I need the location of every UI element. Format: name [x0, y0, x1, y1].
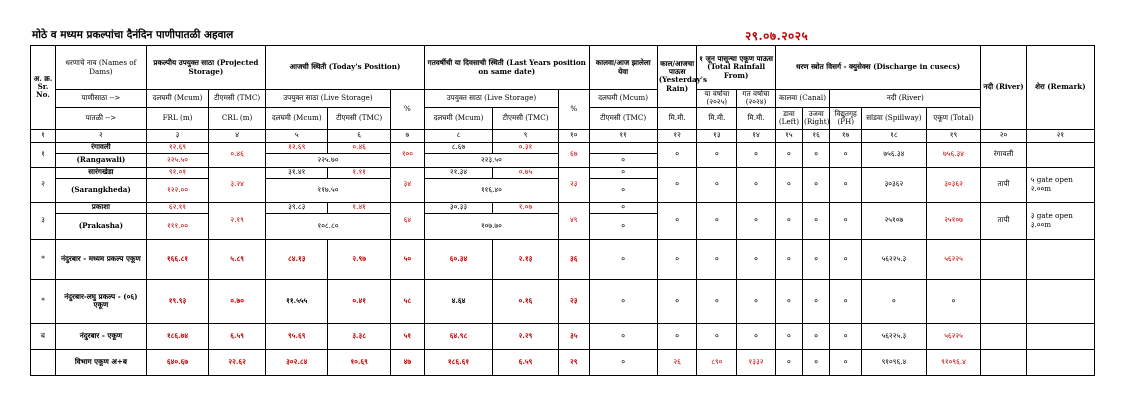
ly-level: १०७.७० — [424, 213, 558, 239]
powerhouse: ० — [830, 279, 862, 323]
crl-tmc: ०.४६ — [209, 142, 266, 167]
frl-gross: १२.६९ — [146, 142, 208, 153]
header-rain-last-mm: मि.मी. — [737, 107, 776, 129]
today-pct: ६४ — [390, 202, 424, 239]
col-num: ११ — [589, 129, 657, 142]
header-spillway: सांडवा (Spillway) — [862, 107, 927, 129]
summary-name: नंदुरबार-लघु प्रकल्प - (०६) एकूण — [55, 279, 146, 323]
header-ly-tmc: टीएमसी (TMC) — [493, 107, 559, 129]
col-num: १९ — [926, 129, 981, 142]
powerhouse: ० — [830, 167, 862, 202]
canal-right: ० — [803, 323, 830, 349]
canal-today-2: ० — [589, 213, 657, 239]
ly-tmc: ०.३१ — [493, 142, 559, 153]
today-mcum: ३१.४१ — [266, 167, 328, 178]
col-num: १५ — [775, 129, 802, 142]
header-total: एकूण (Total) — [926, 107, 981, 129]
row-sr: ३ — [31, 202, 56, 239]
spillway: ५६२२५.३ — [862, 323, 927, 349]
live-tmc: ०.४१ — [328, 279, 390, 323]
dam-name-en: (Prakasha) — [55, 213, 146, 239]
yesterday-rain: ० — [657, 202, 697, 239]
canal-today-2: ० — [589, 178, 657, 202]
frl-level: १२२.०० — [146, 178, 208, 202]
header-live-storage: उपयुक्त साठा (Live Storage) — [266, 90, 391, 108]
col-num: ८ — [424, 129, 492, 142]
header-total-rainfall: १ जून पासून्चा एकूण पाऊस (Total Rainfall From) — [697, 46, 775, 90]
header-rain-this-mm: मि.मी. — [697, 107, 737, 129]
header-canal-mcum: दलघमी (Mcum) — [589, 90, 657, 108]
reservoir-table — [30, 45, 1095, 376]
live-tmc: १०.६९ — [328, 349, 390, 375]
report-date: २९.०७.२०२५ — [745, 29, 809, 43]
dam-name-mr: रंगावली — [55, 142, 146, 153]
header-yesterday-rain: काल/आजचा पाऊस (Yesterday's Rain) — [657, 46, 697, 108]
ly-pct: ६७ — [558, 142, 589, 167]
summary-name: विभाग एकूण अ+ब — [55, 349, 146, 375]
header-yrain-mm: मि.मी. — [657, 107, 697, 129]
live-tmc: ३.३८ — [328, 323, 390, 349]
dam-name-mr: सारंगखेडा — [55, 167, 146, 178]
header-frl: FRL (m) — [146, 107, 208, 129]
canal-right: ० — [803, 279, 830, 323]
total-discharge: ५६२२५ — [926, 323, 981, 349]
canal-left: ० — [775, 142, 802, 167]
col-num: १२ — [657, 129, 697, 142]
blank-cell — [981, 323, 1026, 349]
canal-right: ० — [803, 349, 830, 375]
canal-right: ० — [803, 202, 830, 239]
column-number-row — [31, 129, 1095, 142]
ly-tmc: २.२९ — [493, 323, 559, 349]
summary-name: नंदुरबार - एकूण — [55, 323, 146, 349]
col-num: १७ — [830, 129, 862, 142]
header-remark: शेरा (Remark) — [1026, 46, 1094, 130]
total-discharge: ७५६.३४ — [926, 142, 981, 167]
header-discharge: धरण स्त्रोत विसर्ग - क्युसेक्स (Discharge in cusecs) — [775, 46, 981, 90]
header-projected-storage: प्रकल्पीय उपयुक्त साठा (Projected Storage) — [146, 46, 265, 90]
spillway: ९१०९६.४ — [862, 349, 927, 375]
proj-tmc: ५.८९ — [209, 239, 266, 279]
canal-left: ० — [775, 239, 802, 279]
frl-gross: ९१.०१ — [146, 167, 208, 178]
spillway: ३०३६२ — [862, 167, 927, 202]
col-num: ६ — [328, 129, 390, 142]
header-dam-name: धरणाचे नाव (Names of Dams) — [55, 46, 146, 90]
col-num: २१ — [1026, 129, 1094, 142]
blank-cell — [589, 142, 657, 153]
header-ph: विद्युतगृह (PH) — [830, 107, 862, 129]
live-pct: ५० — [390, 239, 424, 279]
river-name: तापी — [981, 167, 1026, 202]
header-river: नदी (River) — [981, 46, 1026, 130]
header-tmc: टीएमसी (TMC) — [209, 90, 266, 108]
today-tmc: १.११ — [328, 167, 390, 178]
live-mcum: ९५.६९ — [266, 323, 328, 349]
ly-mcum: १८६.६१ — [424, 349, 492, 375]
today-mcum: ३९.८३ — [266, 202, 328, 213]
col-num: १६ — [803, 129, 830, 142]
row-sr: ब — [31, 323, 56, 349]
col-num: १४ — [737, 129, 776, 142]
summary-row — [31, 349, 1095, 375]
ly-tmc: ६.५९ — [493, 349, 559, 375]
proj-tmc: ६.५९ — [209, 323, 266, 349]
remark: ३ gate open ३.००m — [1026, 202, 1094, 239]
canal-left: ० — [775, 202, 802, 239]
ly-mcum: ४.६४ — [424, 279, 492, 323]
ly-tmc: ०.७५ — [493, 167, 559, 178]
canal-today: ० — [589, 349, 657, 375]
rain-last-year: ० — [737, 279, 776, 323]
spillway: ७५६.३४ — [862, 142, 927, 167]
header-today-mcum: दलघमी (Mcum) — [266, 107, 328, 129]
header-last-year-position: गतवर्षीची या दिवसाची स्थिती (Last Years position on same date) — [424, 46, 589, 90]
proj-mcum: १६६.८१ — [146, 239, 208, 279]
live-mcum: ११.५५५ — [266, 279, 328, 323]
ly-mcum: ८.६७ — [424, 142, 492, 153]
blank-cell — [981, 349, 1026, 375]
rain-last-year: ० — [737, 142, 776, 167]
ly-pct: ३६ — [558, 239, 589, 279]
crl-tmc: ३.२४ — [209, 167, 266, 202]
canal-left: ० — [775, 167, 802, 202]
live-mcum: ३०२.८४ — [266, 349, 328, 375]
row-sr: * — [31, 279, 56, 323]
yesterday-rain: ० — [657, 142, 697, 167]
header-todays-position: आजची स्थिती (Today's Position) — [266, 46, 425, 90]
header-ly-live-storage: उपयुक्त साठा (Live Storage) — [424, 90, 558, 108]
rain-this-year: ८९० — [697, 349, 737, 375]
header-gross: दलघमी (Mcum) — [146, 90, 208, 108]
ly-tmc: ०.१६ — [493, 279, 559, 323]
header-ly-pct: % — [558, 90, 589, 130]
col-num: ५ — [266, 129, 328, 142]
summary-row — [31, 279, 1095, 323]
live-tmc: २.९७ — [328, 239, 390, 279]
col-num: १ — [31, 129, 56, 142]
canal-right: ० — [803, 142, 830, 167]
header-canal-tmc: टीएमसी (TMC) — [589, 107, 657, 129]
col-num: २० — [981, 129, 1026, 142]
report-title: मोठे व मध्यम प्रकल्पांचा दैनंदिन पाणीपातळी अहवाल — [32, 29, 234, 41]
summary-row — [31, 239, 1095, 279]
yesterday-rain: ० — [657, 167, 697, 202]
blank-cell — [981, 279, 1026, 323]
ly-pct: २३ — [558, 279, 589, 323]
dam-name-mr: प्रकाशा — [55, 202, 146, 213]
live-pct: ५१ — [390, 323, 424, 349]
river-name: रंगावली — [981, 142, 1026, 167]
remark — [1026, 142, 1094, 167]
header-canal: कालवा (Canal) — [775, 90, 830, 108]
canal-right: ० — [803, 167, 830, 202]
canal-left: ० — [775, 349, 802, 375]
total-discharge: २५१०७ — [926, 202, 981, 239]
header-river-discharge: नदी (River) — [830, 90, 981, 108]
powerhouse: ० — [830, 142, 862, 167]
ly-tmc: २.१३ — [493, 239, 559, 279]
blank-cell — [1026, 279, 1094, 323]
dam-row — [31, 167, 1095, 178]
col-num: ४ — [209, 129, 266, 142]
header-sr: अ. क्र. Sr. No. — [31, 46, 56, 130]
rain-last-year: ० — [737, 167, 776, 202]
today-level: ११७.५० — [266, 178, 391, 202]
today-tmc: ०.४६ — [328, 142, 390, 153]
today-tmc: १.४१ — [328, 202, 390, 213]
yesterday-rain: ० — [657, 279, 697, 323]
blank-cell — [1026, 349, 1094, 375]
ly-mcum: ३०.३३ — [424, 202, 492, 213]
row-sr: * — [31, 239, 56, 279]
col-num: १८ — [862, 129, 927, 142]
spillway: ० — [862, 279, 927, 323]
canal-left: ० — [775, 323, 802, 349]
rain-this-year: ० — [697, 323, 737, 349]
rain-this-year: ० — [697, 167, 737, 202]
ly-pct: २३ — [558, 167, 589, 202]
ly-tmc: १.०७ — [493, 202, 559, 213]
header-rain-last: गत वर्षाचा (२०२४) — [737, 90, 776, 108]
today-level: १०८.८० — [266, 213, 391, 239]
total-discharge: ३०३६२ — [926, 167, 981, 202]
row-sr — [31, 349, 56, 375]
crl-tmc: २.१९ — [209, 202, 266, 239]
canal-today: ० — [589, 167, 657, 178]
frl-level: १११.०० — [146, 213, 208, 239]
rain-last-year: ० — [737, 239, 776, 279]
header-ly-mcum: दलघमी (Mcum) — [424, 107, 492, 129]
live-pct: ५८ — [390, 279, 424, 323]
frl-level: २२५.५० — [146, 153, 208, 167]
dam-name-en: (Rangawali) — [55, 153, 146, 167]
header-storage-label: पाणीसाठा --> — [55, 90, 146, 108]
dam-name-en: (Sarangkheda) — [55, 178, 146, 202]
ly-mcum: ६४.९८ — [424, 323, 492, 349]
canal-today: ० — [589, 153, 657, 167]
ly-mcum: २१.३४ — [424, 167, 492, 178]
proj-mcum: १९.९३ — [146, 279, 208, 323]
canal-left: ० — [775, 279, 802, 323]
ly-level: २२३.५० — [424, 153, 558, 167]
powerhouse: ० — [830, 202, 862, 239]
header-canal-today: कालवा/आज झालेला येवा — [589, 46, 657, 90]
rain-last-year: ० — [737, 323, 776, 349]
frl-gross: ६२.११ — [146, 202, 208, 213]
col-num: १० — [558, 129, 589, 142]
header-pct: % — [390, 90, 424, 130]
rain-last-year: १३३२ — [737, 349, 776, 375]
ly-level: ११६.४० — [424, 178, 558, 202]
live-pct: ४७ — [390, 349, 424, 375]
yesterday-rain: २६ — [657, 349, 697, 375]
rain-this-year: ० — [697, 279, 737, 323]
proj-tmc: २२.६२ — [209, 349, 266, 375]
dam-row — [31, 142, 1095, 153]
rain-this-year: ० — [697, 142, 737, 167]
col-num: ३ — [146, 129, 208, 142]
yesterday-rain: ० — [657, 239, 697, 279]
header-left: डावा (Left) — [775, 107, 802, 129]
row-sr: २ — [31, 167, 56, 202]
col-num: २ — [55, 129, 146, 142]
ly-mcum: ६०.३४ — [424, 239, 492, 279]
header-rain-this: या वर्षाचा (२०२५) — [697, 90, 737, 108]
total-discharge: ९१०९६.४ — [926, 349, 981, 375]
live-mcum: ८४.१३ — [266, 239, 328, 279]
total-discharge: ५६२२५ — [926, 239, 981, 279]
today-pct: ३४ — [390, 167, 424, 202]
river-name: तापी — [981, 202, 1026, 239]
powerhouse: ० — [830, 239, 862, 279]
blank-cell — [1026, 239, 1094, 279]
canal-today: ० — [589, 239, 657, 279]
ly-pct: ४९ — [558, 202, 589, 239]
rain-last-year: ० — [737, 202, 776, 239]
powerhouse: ० — [830, 349, 862, 375]
remark: ५ gate open २.००m — [1026, 167, 1094, 202]
today-mcum: १२.६९ — [266, 142, 328, 153]
powerhouse: ० — [830, 323, 862, 349]
rain-this-year: ० — [697, 239, 737, 279]
total-discharge: ० — [926, 279, 981, 323]
col-num: १३ — [697, 129, 737, 142]
spillway: ५६२२५.३ — [862, 239, 927, 279]
proj-mcum: ६४०.६७ — [146, 349, 208, 375]
ly-pct: ३५ — [558, 323, 589, 349]
canal-today: ० — [589, 279, 657, 323]
canal-today: ० — [589, 323, 657, 349]
proj-mcum: १८६.७४ — [146, 323, 208, 349]
col-num: ७ — [390, 129, 424, 142]
col-num: ९ — [493, 129, 559, 142]
dam-row — [31, 202, 1095, 213]
yesterday-rain: ० — [657, 323, 697, 349]
summary-row — [31, 323, 1095, 349]
spillway: २५१०७ — [862, 202, 927, 239]
summary-name: नंदुरबार - मध्यम प्रकल्प एकूण — [55, 239, 146, 279]
today-pct: १०० — [390, 142, 424, 167]
header-crl: CRL (m) — [209, 107, 266, 129]
canal-right: ० — [803, 239, 830, 279]
header-level-label: पातळी --> — [55, 107, 146, 129]
header-right: उजवा (Right) — [803, 107, 830, 129]
rain-this-year: ० — [697, 202, 737, 239]
today-level: २२५.७० — [266, 153, 391, 167]
blank-cell — [1026, 323, 1094, 349]
canal-today: ० — [589, 202, 657, 213]
proj-tmc: ०.७० — [209, 279, 266, 323]
row-sr: १ — [31, 142, 56, 167]
blank-cell — [981, 239, 1026, 279]
header-today-tmc: टीएमसी (TMC) — [328, 107, 390, 129]
ly-pct: २९ — [558, 349, 589, 375]
